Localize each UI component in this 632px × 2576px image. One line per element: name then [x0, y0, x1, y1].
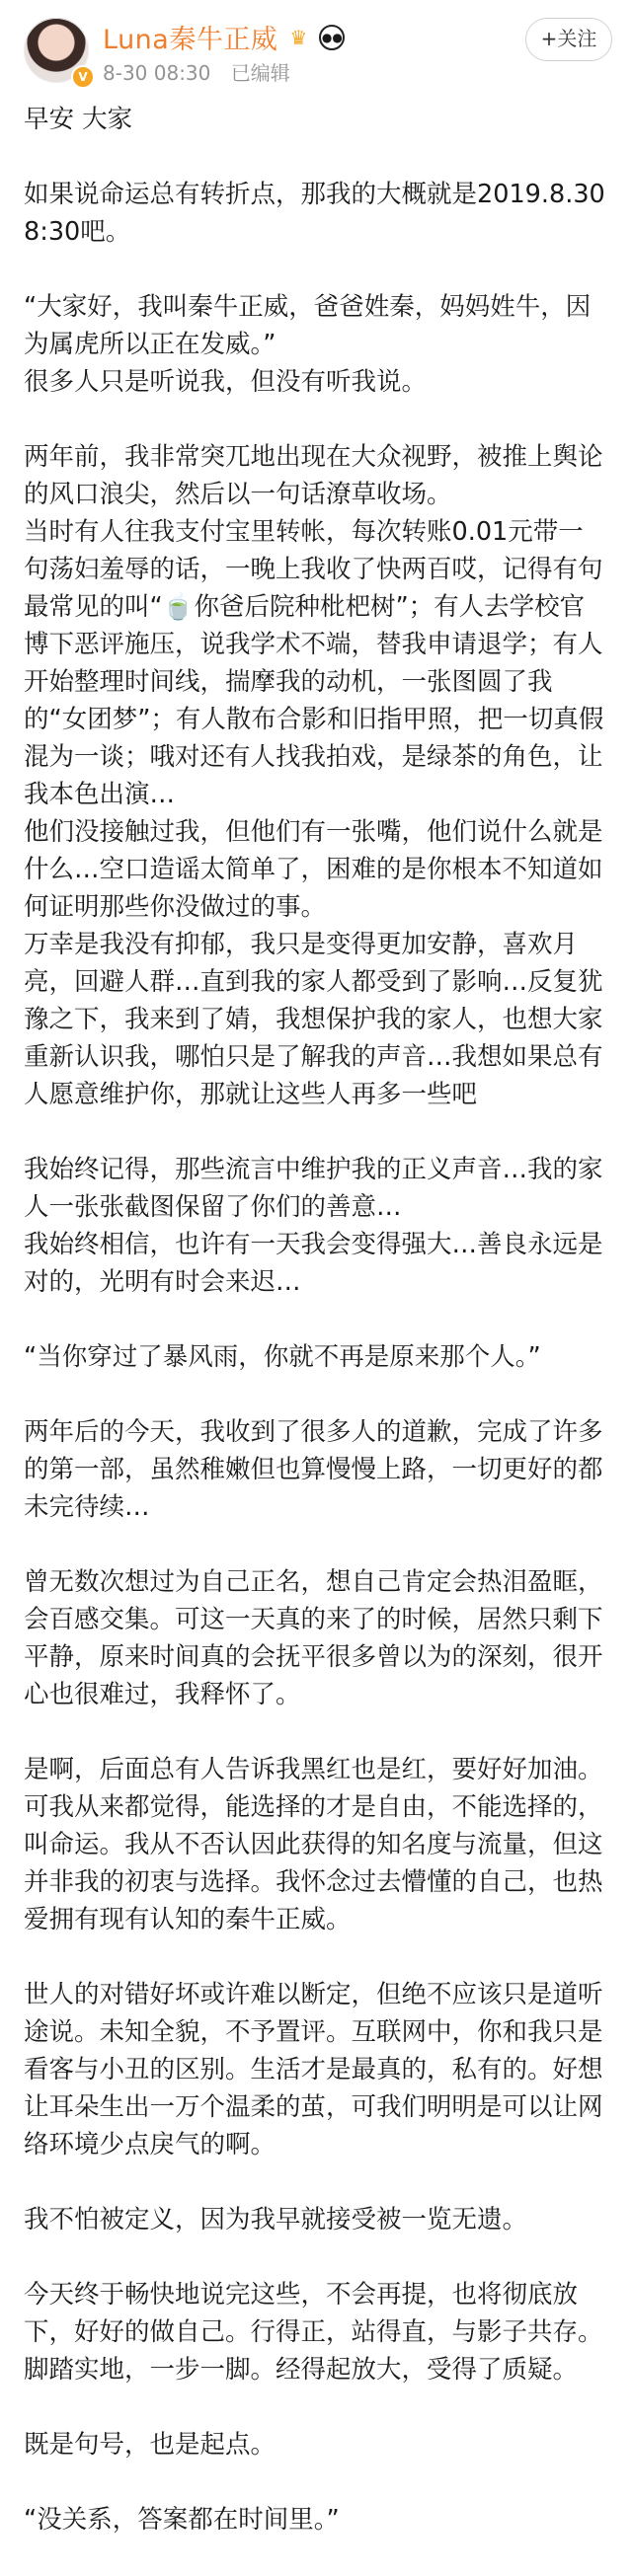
- name-row: [103, 18, 345, 56]
- panda-icon[interactable]: ●●: [319, 25, 345, 50]
- post-paragraph: “大家好，我叫秦牛正威，爸爸姓秦，妈妈姓牛，因为属虎所以正在发威。” 很多人只是听说我，但没有听我说。: [24, 292, 592, 397]
- edited-label[interactable]: 已编辑: [230, 61, 290, 85]
- post-paragraph: 如果说命运总有转折点，那我的大概就是2019.8.30 8:30吧。: [24, 180, 613, 247]
- post-body: [24, 101, 613, 2576]
- post-paragraph: “没关系，答案都在时间里。”: [24, 2505, 340, 2535]
- post-paragraph: “当你穿过了暴风雨，你就不再是原来那个人。”: [24, 1342, 541, 1372]
- post-paragraph: 我始终记得，那些流言中维护我的正义声音…我的家人一张张截图保留了你们的善意… 我始终相信，也许有一天我会变得强大…善良永远是对的，光明有时会来迟…: [24, 1155, 603, 1297]
- post-meta: [103, 57, 304, 86]
- post-paragraph: 既是句号，也是起点。: [24, 2430, 276, 2460]
- post-header: [0, 0, 632, 99]
- user-name[interactable]: Luna秦牛正威: [103, 25, 278, 55]
- follow-button[interactable]: +关注: [525, 18, 612, 61]
- post-paragraph: 我不怕被定义，因为我早就接受被一览无遗。: [24, 2205, 528, 2235]
- vip-crown-icon[interactable]: ♛: [289, 25, 308, 49]
- post-paragraph: 两年后的今天，我收到了很多人的道歉，完成了许多的第一部，虽然稚嫩但也算慢慢上路，一切更好的都未完待续…: [24, 1417, 603, 1522]
- post-paragraph: 是啊，后面总有人告诉我黑红也是红，要好好加油。可我从来都觉得，能选择的才是自由，不能选择的，叫命运。我从不否认因此获得的知名度与流量，但这并非我的初衷与选择。我怀念过去懵懂的自己，也热爱拥有现有认知的秦牛正威。: [24, 1755, 603, 1934]
- verified-badge-icon: V: [71, 65, 95, 89]
- post-paragraph: 曾无数次想过为自己正名，想自己肯定会热泪盈眶，会百感交集。可这一天真的来了的时候，居然只剩下平静，原来时间真的会抚平很多曾以为的深刻，很开心也很难过，我释怀了。: [24, 1567, 603, 1709]
- post-paragraph: 世人的对错好坏或许难以断定，但绝不应该只是道听途说。未知全貌，不予置评。互联网中，你和我只是看客与小丑的区别。生活才是最真的，私有的。好想让耳朵生出一万个温柔的茧，可我们明明是可以让网络环境少点戾气的啊。: [24, 1980, 603, 2159]
- post-paragraph: 两年前，我非常突兀地出现在大众视野，被推上舆论的风口浪尖，然后以一句话潦草收场。 当时有人往我支付宝里转帐，每次转账0.01元带一句荡妇羞辱的话，一晚上我收了快两百哎，记得有句最常见的叫“🍵你爸后院种枇杷树”；有人去学校官博下恶评施压，说我学术不端，替我申请退学；有人开始整理时间线，揣摩我的动机，一张图圆了我的“女团梦”；有人散布合影和旧指甲照，把一切真假混为一谈；哦对还有人找我拍戏，是绿茶的角色，让我本色出演… 他们没接触过我，但他们有一张嘴，他们说什么就是什么…空口造谣太简单了，困难的是你根本不知道如何证明那些你没做过的事。 万幸是我没有抑郁，我只是变得更加安静，喜欢月亮，回避人群…直到我的家人都受到了影响…反复犹豫之下，我来到了婧，我想保护我的家人，也想大家重新认识我，哪怕只是了解我的声音…我想如果总有人愿意维护你，那就让这些人再多一些吧: [24, 442, 604, 1109]
- post-paragraph: 早安 大家: [24, 105, 133, 134]
- post-date: 8-30 08:30: [103, 61, 211, 85]
- post-paragraph: 今天终于畅快地说完这些，不会再提，也将彻底放下，好好的做自己。行得正，站得直，与影子共存。脚踏实地，一步一脚。经得起放大，受得了质疑。: [24, 2280, 603, 2385]
